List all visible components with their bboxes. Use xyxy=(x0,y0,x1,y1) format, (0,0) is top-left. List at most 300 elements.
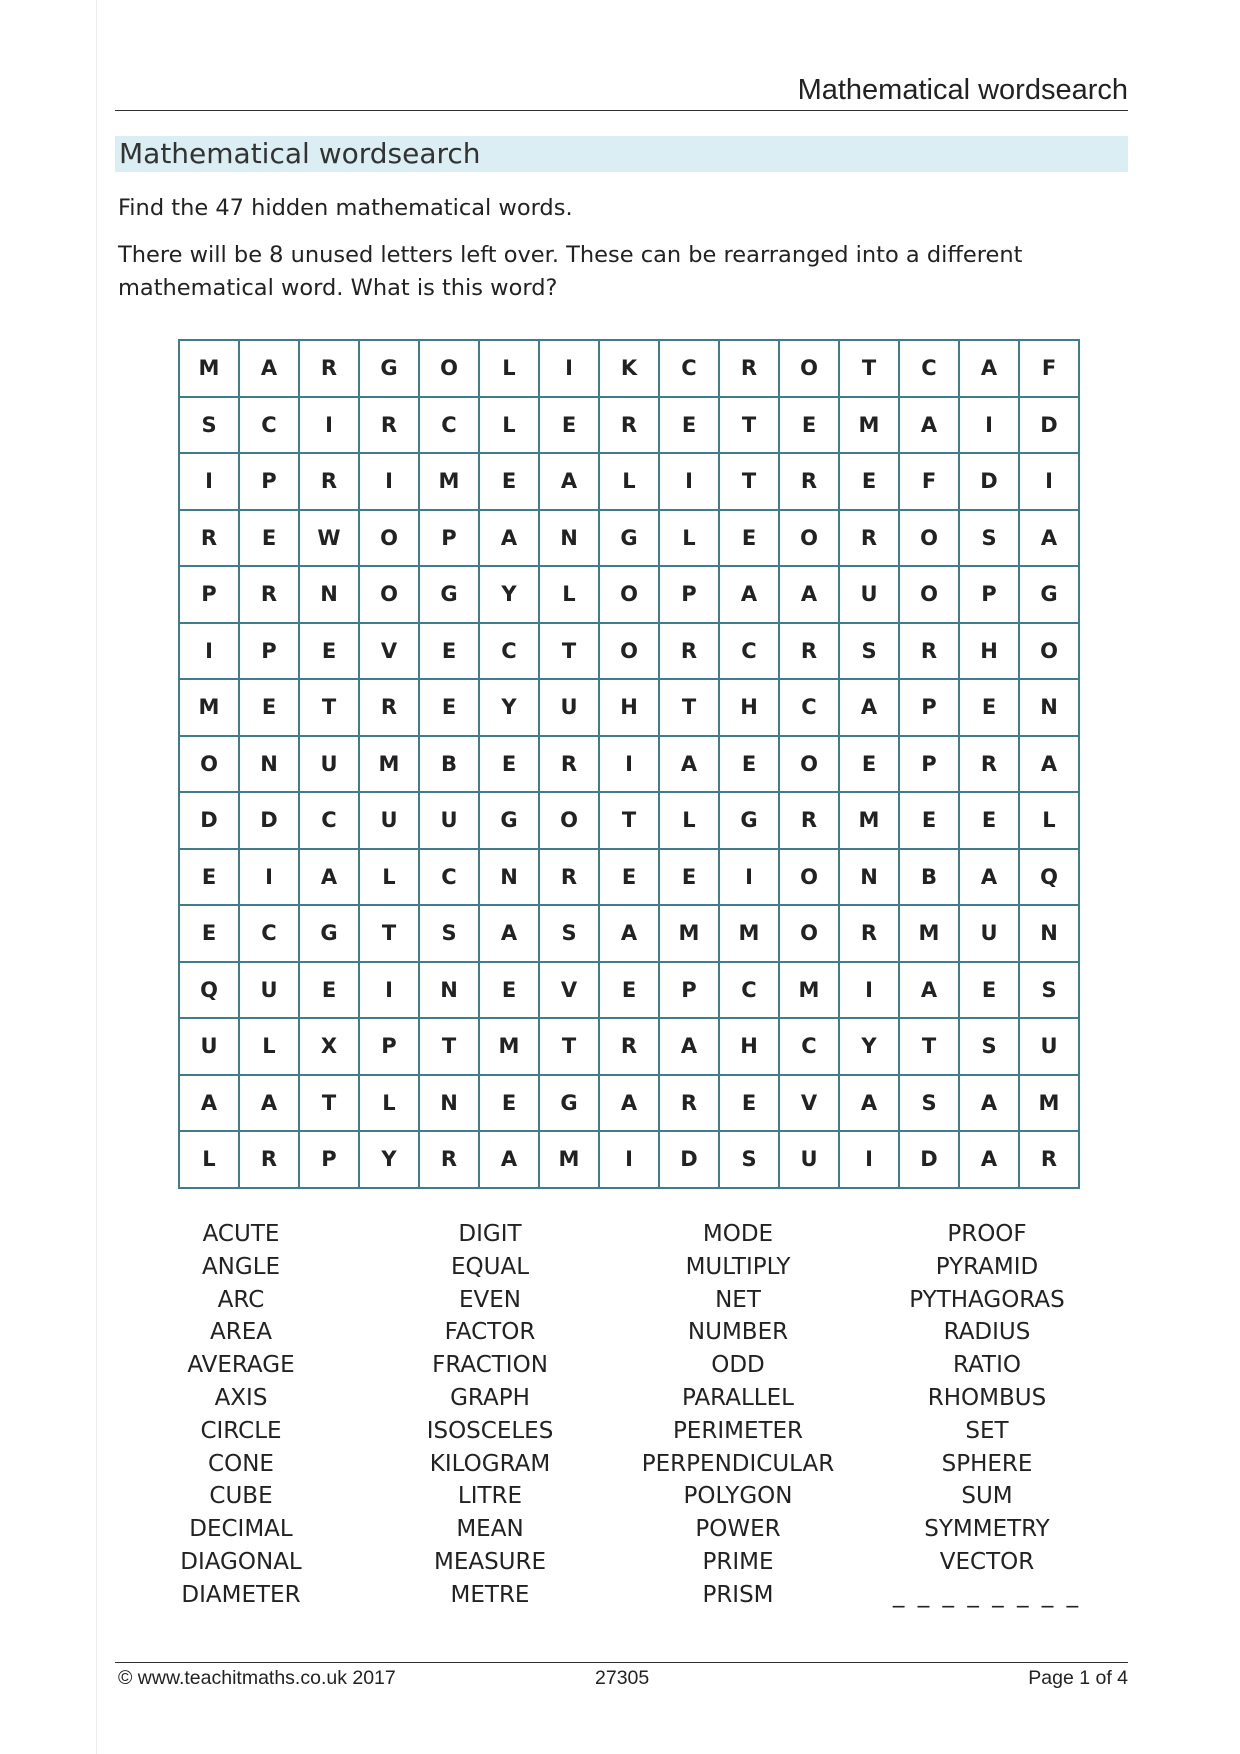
grid-cell: M xyxy=(899,905,959,962)
grid-cell: O xyxy=(899,566,959,623)
word-item: DECIMAL xyxy=(189,1516,293,1543)
grid-cell: O xyxy=(779,736,839,793)
grid-cell: A xyxy=(959,340,1019,397)
grid-cell: E xyxy=(479,1075,539,1132)
grid-cell: T xyxy=(839,340,899,397)
grid-cell: E xyxy=(719,1075,779,1132)
footer-divider xyxy=(115,1662,1128,1663)
instruction-find-words: Find the 47 hidden mathematical words. xyxy=(118,195,573,221)
grid-cell: I xyxy=(659,453,719,510)
grid-cell: S xyxy=(1019,962,1079,1019)
word-item: SET xyxy=(965,1417,1009,1444)
grid-cell: L xyxy=(1019,792,1079,849)
grid-cell: I xyxy=(179,623,239,680)
word-item: ACUTE xyxy=(202,1221,280,1247)
grid-cell: M xyxy=(839,792,899,849)
grid-cell: R xyxy=(299,340,359,397)
word-item: PRIME xyxy=(702,1548,774,1575)
grid-cell: A xyxy=(599,905,659,962)
grid-cell: R xyxy=(239,566,299,623)
header-title: Mathematical wordsearch xyxy=(797,74,1128,106)
grid-cell: R xyxy=(299,453,359,510)
grid-cell: T xyxy=(719,453,779,510)
grid-cell: H xyxy=(719,1018,779,1075)
grid-cell: A xyxy=(659,1018,719,1075)
grid-cell: O xyxy=(179,736,239,793)
grid-cell: N xyxy=(419,962,479,1019)
grid-cell: M xyxy=(659,905,719,962)
grid-cell: A xyxy=(479,510,539,567)
grid-cell: R xyxy=(599,1018,659,1075)
grid-cell: O xyxy=(899,510,959,567)
grid-cell: U xyxy=(1019,1018,1079,1075)
grid-cell: P xyxy=(359,1018,419,1075)
grid-cell: C xyxy=(719,623,779,680)
grid-row xyxy=(179,1018,1079,1075)
grid-cell: A xyxy=(1019,736,1079,793)
grid-cell: C xyxy=(779,679,839,736)
grid-cell: P xyxy=(419,510,479,567)
grid-cell: L xyxy=(359,1075,419,1132)
grid-cell: R xyxy=(239,1131,299,1188)
grid-row xyxy=(179,679,1079,736)
grid-row xyxy=(179,623,1079,680)
grid-row xyxy=(179,792,1079,849)
grid-cell: E xyxy=(419,623,479,680)
grid-cell: D xyxy=(179,792,239,849)
grid-cell: T xyxy=(539,623,599,680)
word-item: VECTOR xyxy=(939,1548,1035,1575)
grid-cell: E xyxy=(239,679,299,736)
grid-cell: E xyxy=(299,962,359,1019)
grid-cell: E xyxy=(719,736,779,793)
grid-cell: O xyxy=(419,340,479,397)
grid-row xyxy=(179,453,1079,510)
grid-row xyxy=(179,849,1079,906)
grid-cell: T xyxy=(359,905,419,962)
grid-cell: W xyxy=(299,510,359,567)
grid-cell: A xyxy=(839,679,899,736)
grid-cell: R xyxy=(179,510,239,567)
grid-cell: H xyxy=(719,679,779,736)
grid-cell: E xyxy=(179,849,239,906)
grid-cell: M xyxy=(479,1018,539,1075)
grid-cell: U xyxy=(959,905,1019,962)
word-item: MEAN xyxy=(456,1516,524,1543)
grid-cell: M xyxy=(1019,1075,1079,1132)
grid-cell: A xyxy=(239,1075,299,1132)
grid-cell: A xyxy=(179,1075,239,1132)
grid-cell: M xyxy=(179,340,239,397)
grid-cell: U xyxy=(179,1018,239,1075)
grid-cell: R xyxy=(659,623,719,680)
grid-row xyxy=(179,1075,1079,1132)
grid-cell: K xyxy=(599,340,659,397)
grid-cell: L xyxy=(359,849,419,906)
grid-cell: H xyxy=(599,679,659,736)
grid-cell: Y xyxy=(359,1131,419,1188)
grid-cell: B xyxy=(899,849,959,906)
grid-cell: O xyxy=(359,510,419,567)
grid-cell: R xyxy=(659,1075,719,1132)
grid-cell: V xyxy=(779,1075,839,1132)
word-item: SYMMETRY xyxy=(924,1516,1050,1543)
grid-cell: G xyxy=(599,510,659,567)
word-item: AXIS xyxy=(214,1384,268,1411)
grid-cell: L xyxy=(179,1131,239,1188)
grid-cell: R xyxy=(779,792,839,849)
section-title: Mathematical wordsearch xyxy=(115,136,1128,172)
grid-cell: L xyxy=(599,453,659,510)
grid-cell: O xyxy=(779,905,839,962)
grid-cell: N xyxy=(839,849,899,906)
grid-cell: C xyxy=(899,340,959,397)
word-item: PERIMETER xyxy=(672,1417,804,1444)
word-item: POWER xyxy=(695,1516,781,1543)
grid-cell: N xyxy=(539,510,599,567)
word-item: DIAMETER xyxy=(181,1581,301,1608)
instruction-unused-letters: There will be 8 unused letters left over. These can be rearranged into a different mathematical word. What is this word? xyxy=(118,242,1023,301)
grid-cell: Q xyxy=(1019,849,1079,906)
grid-cell: A xyxy=(599,1075,659,1132)
grid-cell: E xyxy=(899,792,959,849)
grid-cell: N xyxy=(1019,679,1079,736)
grid-cell: P xyxy=(659,566,719,623)
word-item: RATIO xyxy=(953,1352,1021,1379)
word-item: ANGLE xyxy=(201,1253,281,1280)
footer-copyright: © www.teachitmaths.co.uk 2017 xyxy=(118,1667,396,1689)
grid-row xyxy=(179,397,1079,454)
word-item: SUM xyxy=(961,1483,1013,1510)
grid-cell: N xyxy=(239,736,299,793)
grid-cell: P xyxy=(299,1131,359,1188)
grid-cell: B xyxy=(419,736,479,793)
word-item: MODE xyxy=(702,1221,774,1247)
grid-cell: R xyxy=(419,1131,479,1188)
word-item: NET xyxy=(715,1286,761,1313)
grid-cell: A xyxy=(659,736,719,793)
grid-cell: E xyxy=(779,397,839,454)
grid-cell: O xyxy=(1019,623,1079,680)
grid-cell: G xyxy=(1019,566,1079,623)
word-item: PERPENDICULAR xyxy=(641,1450,835,1477)
word-item: DIAGONAL xyxy=(180,1548,302,1575)
grid-cell: I xyxy=(539,340,599,397)
grid-cell: E xyxy=(599,962,659,1019)
grid-cell: M xyxy=(839,397,899,454)
word-item: GRAPH xyxy=(450,1384,530,1411)
grid-cell: A xyxy=(839,1075,899,1132)
grid-cell: R xyxy=(359,397,419,454)
word-item: FRACTION xyxy=(432,1352,548,1379)
grid-cell: E xyxy=(179,905,239,962)
word-item: NUMBER xyxy=(687,1319,789,1346)
grid-cell: M xyxy=(359,736,419,793)
grid-row xyxy=(179,340,1079,397)
grid-cell: T xyxy=(719,397,779,454)
grid-cell: C xyxy=(719,962,779,1019)
word-column xyxy=(613,1218,863,1612)
grid-cell: H xyxy=(959,623,1019,680)
grid-cell: A xyxy=(899,962,959,1019)
grid-cell: E xyxy=(299,623,359,680)
grid-cell: D xyxy=(1019,397,1079,454)
grid-cell: C xyxy=(239,905,299,962)
grid-cell: U xyxy=(239,962,299,1019)
word-item: METRE xyxy=(450,1581,530,1608)
grid-cell: T xyxy=(899,1018,959,1075)
grid-cell: R xyxy=(719,340,779,397)
grid-cell: F xyxy=(1019,340,1079,397)
grid-cell: R xyxy=(779,623,839,680)
grid-cell: R xyxy=(779,453,839,510)
grid-cell: Y xyxy=(839,1018,899,1075)
grid-cell: R xyxy=(959,736,1019,793)
grid-cell: A xyxy=(1019,510,1079,567)
word-item: AVERAGE xyxy=(187,1352,295,1379)
grid-cell: E xyxy=(959,792,1019,849)
grid-cell: C xyxy=(299,792,359,849)
grid-cell: I xyxy=(959,397,1019,454)
grid-cell: S xyxy=(419,905,479,962)
grid-cell: P xyxy=(239,453,299,510)
grid-cell: P xyxy=(239,623,299,680)
grid-cell: T xyxy=(299,679,359,736)
grid-cell: G xyxy=(359,340,419,397)
grid-cell: O xyxy=(779,510,839,567)
word-item: EVEN xyxy=(458,1286,521,1313)
grid-cell: E xyxy=(959,679,1019,736)
grid-cell: R xyxy=(539,849,599,906)
word-item: ISOSCELES xyxy=(426,1417,554,1444)
grid-cell: U xyxy=(419,792,479,849)
grid-cell: S xyxy=(899,1075,959,1132)
grid-cell: O xyxy=(779,849,839,906)
grid-cell: P xyxy=(179,566,239,623)
word-item: PYTHAGORAS xyxy=(909,1286,1065,1313)
grid-row xyxy=(179,1131,1079,1188)
grid-cell: S xyxy=(719,1131,779,1188)
grid-cell: E xyxy=(659,849,719,906)
grid-cell: O xyxy=(599,623,659,680)
grid-cell: I xyxy=(839,962,899,1019)
grid-cell: C xyxy=(659,340,719,397)
grid-cell: L xyxy=(479,397,539,454)
grid-cell: I xyxy=(299,397,359,454)
word-item: POLYGON xyxy=(683,1483,793,1510)
word-column xyxy=(116,1218,366,1612)
grid-cell: T xyxy=(419,1018,479,1075)
grid-cell: P xyxy=(899,679,959,736)
word-column xyxy=(365,1218,615,1612)
grid-cell: E xyxy=(659,397,719,454)
grid-cell: O xyxy=(779,340,839,397)
grid-cell: O xyxy=(599,566,659,623)
word-item: CIRCLE xyxy=(200,1417,282,1444)
grid-row xyxy=(179,510,1079,567)
grid-cell: A xyxy=(239,340,299,397)
grid-cell: E xyxy=(839,736,899,793)
word-item: LITRE xyxy=(457,1483,523,1510)
grid-cell: M xyxy=(539,1131,599,1188)
grid-cell: U xyxy=(299,736,359,793)
word-item: RHOMBUS xyxy=(927,1384,1047,1411)
grid-cell: S xyxy=(959,1018,1019,1075)
grid-cell: R xyxy=(539,736,599,793)
grid-cell: E xyxy=(539,397,599,454)
grid-cell: E xyxy=(239,510,299,567)
grid-cell: E xyxy=(599,849,659,906)
word-item: KILOGRAM xyxy=(429,1450,551,1477)
grid-cell: L xyxy=(539,566,599,623)
grid-cell: A xyxy=(959,1131,1019,1188)
grid-cell: R xyxy=(599,397,659,454)
word-item: FACTOR xyxy=(444,1319,536,1346)
grid-row xyxy=(179,905,1079,962)
grid-cell: X xyxy=(299,1018,359,1075)
grid-cell: R xyxy=(359,679,419,736)
grid-cell: I xyxy=(1019,453,1079,510)
footer-code: 27305 xyxy=(595,1667,650,1689)
grid-cell: I xyxy=(359,453,419,510)
grid-cell: C xyxy=(479,623,539,680)
grid-row xyxy=(179,566,1079,623)
grid-cell: E xyxy=(419,679,479,736)
word-item: EQUAL xyxy=(450,1253,530,1280)
grid-cell: N xyxy=(419,1075,479,1132)
grid-cell: E xyxy=(479,453,539,510)
header-divider xyxy=(115,110,1128,111)
grid-cell: C xyxy=(419,849,479,906)
grid-cell: Y xyxy=(479,566,539,623)
grid-cell: M xyxy=(179,679,239,736)
grid-cell: I xyxy=(839,1131,899,1188)
grid-cell: Q xyxy=(179,962,239,1019)
grid-row xyxy=(179,962,1079,1019)
grid-cell: R xyxy=(899,623,959,680)
grid-cell: T xyxy=(299,1075,359,1132)
grid-cell: C xyxy=(419,397,479,454)
grid-cell: I xyxy=(599,1131,659,1188)
grid-cell: G xyxy=(539,1075,599,1132)
word-item: PROOF xyxy=(947,1221,1027,1247)
grid-cell: C xyxy=(779,1018,839,1075)
grid-cell: U xyxy=(839,566,899,623)
grid-cell: L xyxy=(659,510,719,567)
answer-blanks: _ _ _ _ _ _ _ _ xyxy=(892,1581,1082,1608)
instructions xyxy=(118,192,1128,319)
grid-cell: A xyxy=(479,905,539,962)
word-item: MULTIPLY xyxy=(685,1253,791,1280)
grid-cell: U xyxy=(779,1131,839,1188)
grid-cell: E xyxy=(959,962,1019,1019)
word-item: ARC xyxy=(217,1286,265,1313)
grid-cell: G xyxy=(719,792,779,849)
grid-cell: D xyxy=(959,453,1019,510)
grid-cell: S xyxy=(539,905,599,962)
grid-cell: P xyxy=(959,566,1019,623)
word-item: PYRAMID xyxy=(935,1253,1039,1280)
grid-cell: D xyxy=(659,1131,719,1188)
word-item: SPHERE xyxy=(941,1450,1033,1477)
grid-cell: R xyxy=(839,905,899,962)
grid-cell: U xyxy=(539,679,599,736)
grid-cell: T xyxy=(599,792,659,849)
word-item: PRISM xyxy=(702,1581,774,1608)
grid-cell: G xyxy=(479,792,539,849)
word-item: AREA xyxy=(210,1319,272,1346)
grid-cell: S xyxy=(959,510,1019,567)
grid-cell: I xyxy=(179,453,239,510)
grid-cell: V xyxy=(539,962,599,1019)
grid-cell: A xyxy=(479,1131,539,1188)
grid-cell: O xyxy=(539,792,599,849)
grid-cell: A xyxy=(959,1075,1019,1132)
grid-cell: U xyxy=(359,792,419,849)
grid-cell: L xyxy=(479,340,539,397)
grid-cell: T xyxy=(659,679,719,736)
grid-row xyxy=(179,736,1079,793)
grid-cell: N xyxy=(299,566,359,623)
grid-cell: A xyxy=(299,849,359,906)
grid-cell: I xyxy=(359,962,419,1019)
grid-cell: E xyxy=(839,453,899,510)
grid-cell: T xyxy=(539,1018,599,1075)
grid-cell: M xyxy=(419,453,479,510)
word-item: PARALLEL xyxy=(682,1384,794,1411)
word-item: DIGIT xyxy=(458,1221,522,1247)
grid-cell: F xyxy=(899,453,959,510)
grid-cell: G xyxy=(299,905,359,962)
grid-cell: D xyxy=(239,792,299,849)
word-column xyxy=(862,1218,1112,1612)
grid-cell: E xyxy=(479,736,539,793)
grid-cell: I xyxy=(239,849,299,906)
grid-cell: A xyxy=(959,849,1019,906)
grid-cell: G xyxy=(419,566,479,623)
grid-cell: Y xyxy=(479,679,539,736)
grid-cell: P xyxy=(659,962,719,1019)
grid-cell: E xyxy=(719,510,779,567)
grid-cell: D xyxy=(899,1131,959,1188)
grid-cell: O xyxy=(359,566,419,623)
grid-cell: M xyxy=(719,905,779,962)
grid-cell: N xyxy=(1019,905,1079,962)
word-item: RADIUS xyxy=(943,1319,1031,1346)
grid-cell: A xyxy=(719,566,779,623)
grid-cell: R xyxy=(839,510,899,567)
grid-cell: V xyxy=(359,623,419,680)
word-item: CUBE xyxy=(209,1483,273,1510)
grid-cell: N xyxy=(479,849,539,906)
grid-cell: A xyxy=(539,453,599,510)
grid-cell: L xyxy=(659,792,719,849)
word-item: MEASURE xyxy=(433,1548,547,1575)
grid-cell: A xyxy=(899,397,959,454)
grid-cell: C xyxy=(239,397,299,454)
grid-cell: P xyxy=(899,736,959,793)
page-edge xyxy=(96,0,97,1754)
grid-cell: I xyxy=(599,736,659,793)
grid-cell: R xyxy=(1019,1131,1079,1188)
grid-cell: S xyxy=(839,623,899,680)
grid-cell: E xyxy=(479,962,539,1019)
grid-cell: M xyxy=(779,962,839,1019)
grid-cell: L xyxy=(239,1018,299,1075)
wordsearch-grid xyxy=(178,339,1080,1189)
word-item: ODD xyxy=(711,1352,765,1379)
grid-cell: I xyxy=(719,849,779,906)
